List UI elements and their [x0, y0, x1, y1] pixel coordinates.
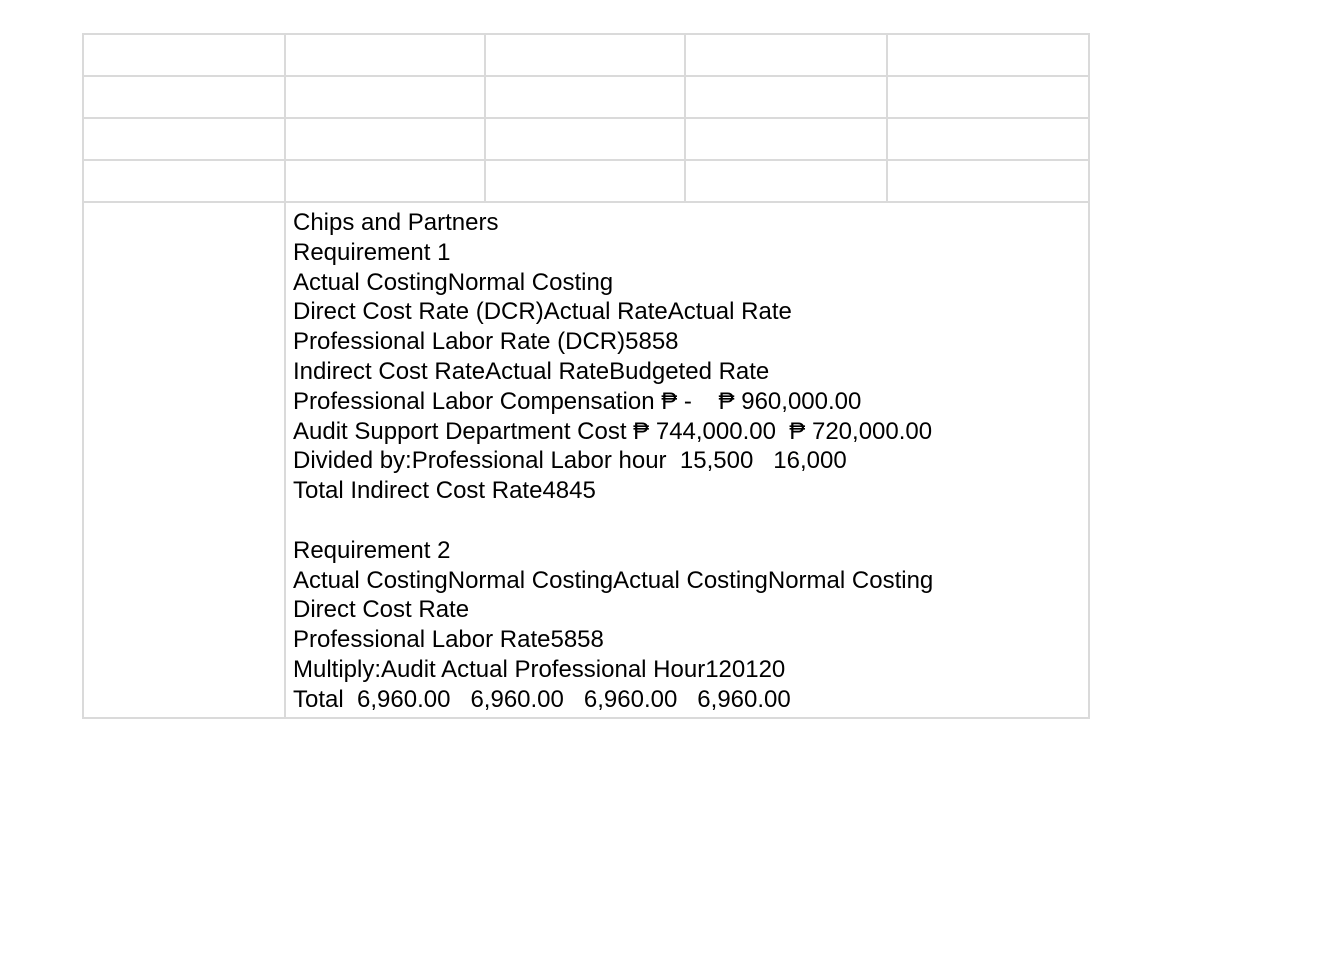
text-line: Total Indirect Cost Rate4845 [293, 477, 596, 505]
total-line: Total 6,960.00 6,960.00 6,960.00 6,960.00 [293, 685, 791, 713]
grid-cell[interactable] [484, 117, 686, 161]
text-line: Actual CostingNormal CostingActual CostingNormal Costing [293, 566, 934, 594]
requirement-1-heading: Requirement 1 [293, 238, 451, 266]
grid-cell[interactable] [84, 117, 286, 161]
grid-cell[interactable] [888, 117, 1090, 161]
grid-cell[interactable] [686, 159, 888, 203]
grid-cell[interactable] [84, 201, 286, 719]
grid-cell[interactable] [888, 159, 1090, 203]
blank-line [293, 506, 1088, 536]
grid-cell[interactable] [84, 159, 286, 203]
grid-cell[interactable] [686, 35, 888, 77]
grid-cell[interactable] [484, 35, 686, 77]
text-line: Divided by:Professional Labor hour 15,500 16,000 [293, 447, 847, 475]
grid-cell[interactable] [686, 75, 888, 119]
company-title: Chips and Partners [293, 209, 499, 236]
grid-cell[interactable] [284, 35, 486, 77]
text-line: Professional Labor Rate5858 [293, 626, 604, 654]
text-line: Actual CostingNormal Costing [293, 268, 614, 296]
grid-cell[interactable] [284, 159, 486, 203]
merged-content-cell[interactable] [284, 202, 1090, 719]
grid-cell[interactable] [84, 35, 286, 77]
grid-cell[interactable] [484, 159, 686, 203]
grid-cell[interactable] [888, 35, 1090, 77]
text-line: Direct Cost Rate [293, 596, 470, 624]
text-line: Audit Support Department Cost ₱ 744,000.00 ₱ 720,000.00 [293, 417, 933, 445]
grid-cell[interactable] [888, 75, 1090, 119]
text-line: Indirect Cost RateActual RateBudgeted Rate [293, 357, 770, 385]
text-line: Professional Labor Compensation ₱ - ₱ 960,000.00 [293, 387, 862, 415]
text-line: Professional Labor Rate (DCR)5858 [293, 328, 679, 356]
spreadsheet-grid [82, 33, 1090, 719]
grid-cell[interactable] [484, 75, 686, 119]
grid-cell[interactable] [84, 75, 286, 119]
grid-cell[interactable] [686, 117, 888, 161]
text-line: Multiply:Audit Actual Professional Hour120120 [293, 655, 786, 683]
requirement-2-heading: Requirement 2 [293, 536, 451, 564]
grid-cell[interactable] [284, 117, 486, 161]
text-line: Direct Cost Rate (DCR)Actual RateActual Rate [293, 298, 792, 326]
grid-cell[interactable] [284, 75, 486, 119]
